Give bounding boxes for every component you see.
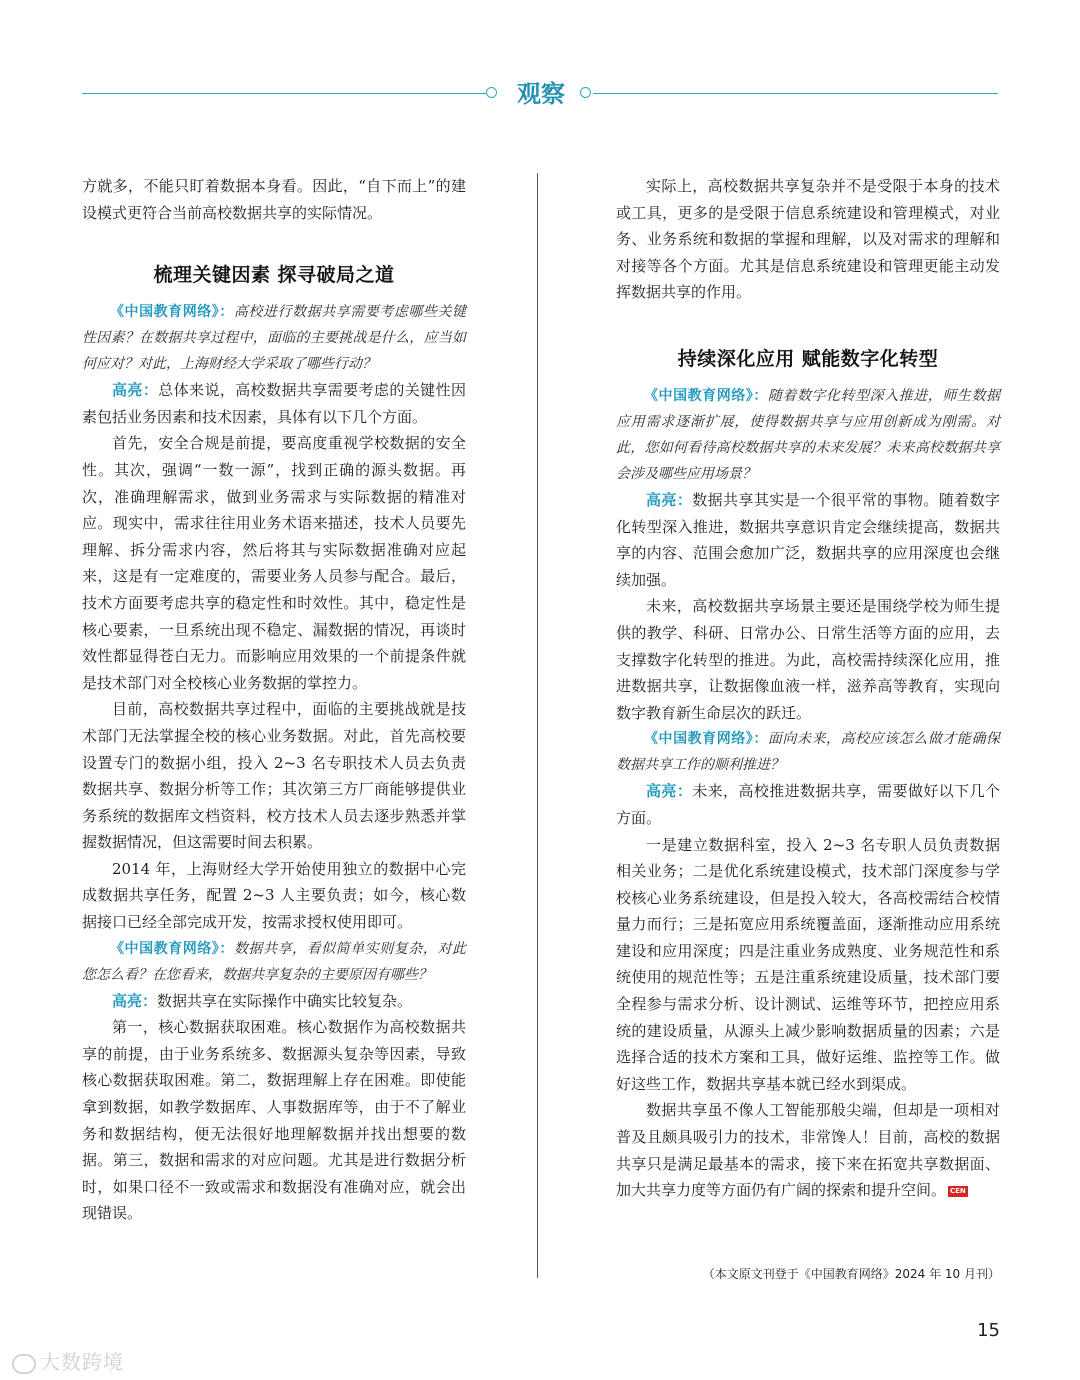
source-note: （本文原文刊登于《中国教育网络》2024 年 10 月刊） [702,1267,1000,1281]
header-rule-left [82,93,487,94]
answer-1 [82,377,466,430]
speaker-label: 高亮： [646,490,693,509]
right-column [616,173,1000,1204]
section2-heading: 持续深化应用 赋能数字化转型 [677,347,939,370]
answer-text: 数据共享在实际操作中确实比较复杂。 [157,991,413,1010]
body-paragraph: 2014 年，上海财经大学开始使用独立的数据中心完成数据共享任务，配置 2~3 人主要负责；如今，核心数据接口已经全部完成开发，按需求授权使用即可。 [82,859,466,932]
question-3 [616,383,1000,487]
closing-text: 数据共享虽不像人工智能那般尖端，但却是一项相对普及且颇具吸引力的技术，非常馋人！目前，高校的数据共享只是满足最基本的需求，接下来在拓宽共享数据面、加大共享力度等方面仍有广阔的探索和提升空间。 [616,1101,1000,1200]
section1-heading: 梳理关键因素 探寻破局之道 [153,264,395,287]
body-paragraph: 实际上，高校数据共享复杂并不是受限于本身的技术或工具，更多的是受限于信息系统建设和管理模式，对业务、业务系统和数据的掌握和理解，以及对需求的理解和对接等各个方面。尤其是信息系统建设和管理更能主动发挥数据共享的作用。 [616,177,1000,302]
question-4 [616,726,1000,778]
intro-paragraph: 方就多，不能只盯着数据本身看。因此，“自下而上”的建设模式更符合当前高校数据共享的实际情况。 [82,177,466,222]
question-text: 数据共享，看似简单实则复杂，对此您怎么看？在您看来，数据共享复杂的主要原因有哪些？ [82,940,466,983]
answer-4 [616,778,1000,831]
left-column [82,173,466,1227]
body-paragraph: 未来，高校数据共享场景主要还是围绕学校为师生提供的教学、科研、日常办公、日常生活等方面的应用，去支撑数字化转型的推进。为此，高校需持续深化应用，推进数据共享，让数据像血液一样，滋养高等教育，实现向数字教育新生命层次的跃迁。 [616,597,1000,722]
body-paragraph: 目前，高校数据共享过程中，面临的主要挑战就是技术部门无法掌握全校的核心业务数据。对此，首先高校要设置专门的数据小组，投入 2~3 名专职技术人员去负责数据共享、数据分析等工作；其次第三方厂商能够提供业务系统的数据库文档资料，校方技术人员去逐步熟悉并掌握数据情况，但这需要时间去积累。 [82,700,466,852]
column-divider [537,173,538,1278]
watermark-logo-icon [12,1354,36,1374]
question-2 [82,936,466,988]
question-source: 《中国教育网络》： [110,940,234,957]
section-header-title: 观察 [517,80,565,108]
answer-text: 总体来说，高校数据共享需要考虑的关键性因素包括业务因素和技术因素，具体有以下几个方面。 [82,381,466,426]
question-text: 随着数字化转型深入推进，师生数据应用需求逐渐扩展，使得数据共享与应用创新成为刚需。对此，您如何看待高校数据共享的未来发展？未来高校数据共享会涉及哪些应用场景？ [616,387,1000,482]
speaker-label: 高亮： [112,991,158,1010]
answer-text: 数据共享其实是一个很平常的事物。随着数字化转型深入推进，数据共享意识肯定会继续提高，数据共享的内容、范围会愈加广泛，数据共享的应用深度也会继续加强。 [616,490,1000,589]
question-source: 《中国教育网络》： [644,387,768,404]
answer-text: 未来，高校推进数据共享，需要做好以下几个方面。 [616,782,1000,827]
question-source: 《中国教育网络》： [110,304,234,321]
speaker-label: 高亮： [112,381,159,400]
header-rule-right [593,93,998,94]
speaker-label: 高亮： [646,782,693,801]
answer-3 [616,487,1000,593]
question-text: 面向未来，高校应该怎么做才能确保数据共享工作的顺利推进？ [616,731,1000,774]
watermark-text: 大数跨境 [40,1350,124,1374]
closing-paragraph [616,1097,1000,1203]
body-paragraph: 一是建立数据科室，投入 2~3 名专职人员负责数据相关业务；二是优化系统建设模式，技术部门深度参与学校核心业务系统建设，但是投入较大，各高校需结合校情量力而行；三是拓宽应用系统覆盖面，逐渐推动应用系统建设和应用深度；四是注重业务成熟度、业务规范性和系统使用的规范性等；五是注重系统建设质量，技术部门要全程参与需求分析、设计测试、运维等环节，把控应用系统的建设质量，从源头上减少影响数据质量的因素；六是选择合适的技术方案和工具，做好运维、监控等工作。做好这些工作，数据共享基本就已经水到渠成。 [616,835,1000,1093]
watermark [12,1346,124,1375]
cen-logo-icon: CEN [950,1186,966,1195]
header-dot-left [486,87,497,98]
page-number: 15 [977,1320,1000,1341]
question-source: 《中国教育网络》： [644,731,768,748]
question-text: 高校进行数据共享需要考虑哪些关键性因素？在数据共享过程中，面临的主要挑战是什么，应当如何应对？对此，上海财经大学采取了哪些行动？ [82,304,466,373]
body-paragraph: 第一，核心数据获取困难。核心数据作为高校数据共享的前提，由于业务系统多、数据源头复杂等因素，导致核心数据获取困难。第二，数据理解上存在困难。即使能拿到数据，如教学数据库、人事数据库等，由于不了解业务和数据结构，便无法很好地理解数据并找出想要的数据。第三，数据和需求的对应问题。尤其是进行数据分析时，如果口径不一致或需求和数据没有准确对应，就会出现错误。 [82,1018,466,1223]
header-dot-right [580,87,591,98]
body-paragraph: 首先，安全合规是前提，要高度重视学校数据的安全性。其次，强调“一数一源”，找到正确的源头数据。再次，准确理解需求，做到业务需求与实际数据的精准对应。现实中，需求往往用业务术语来描述，技术人员要先理解、拆分需求内容，然后将其与实际数据准确对应起来，这是有一定难度的，需要业务人员参与配合。最后，技术方面要考虑共享的稳定性和时效性。其中，稳定性是核心要素，一旦系统出现不稳定、漏数据的情况，再谈时效性都显得苍白无力。而影响应用效果的一个前提条件就是技术部门对全校核心业务数据的掌控力。 [82,434,466,692]
question-1 [82,299,466,377]
answer-2 [82,988,466,1015]
